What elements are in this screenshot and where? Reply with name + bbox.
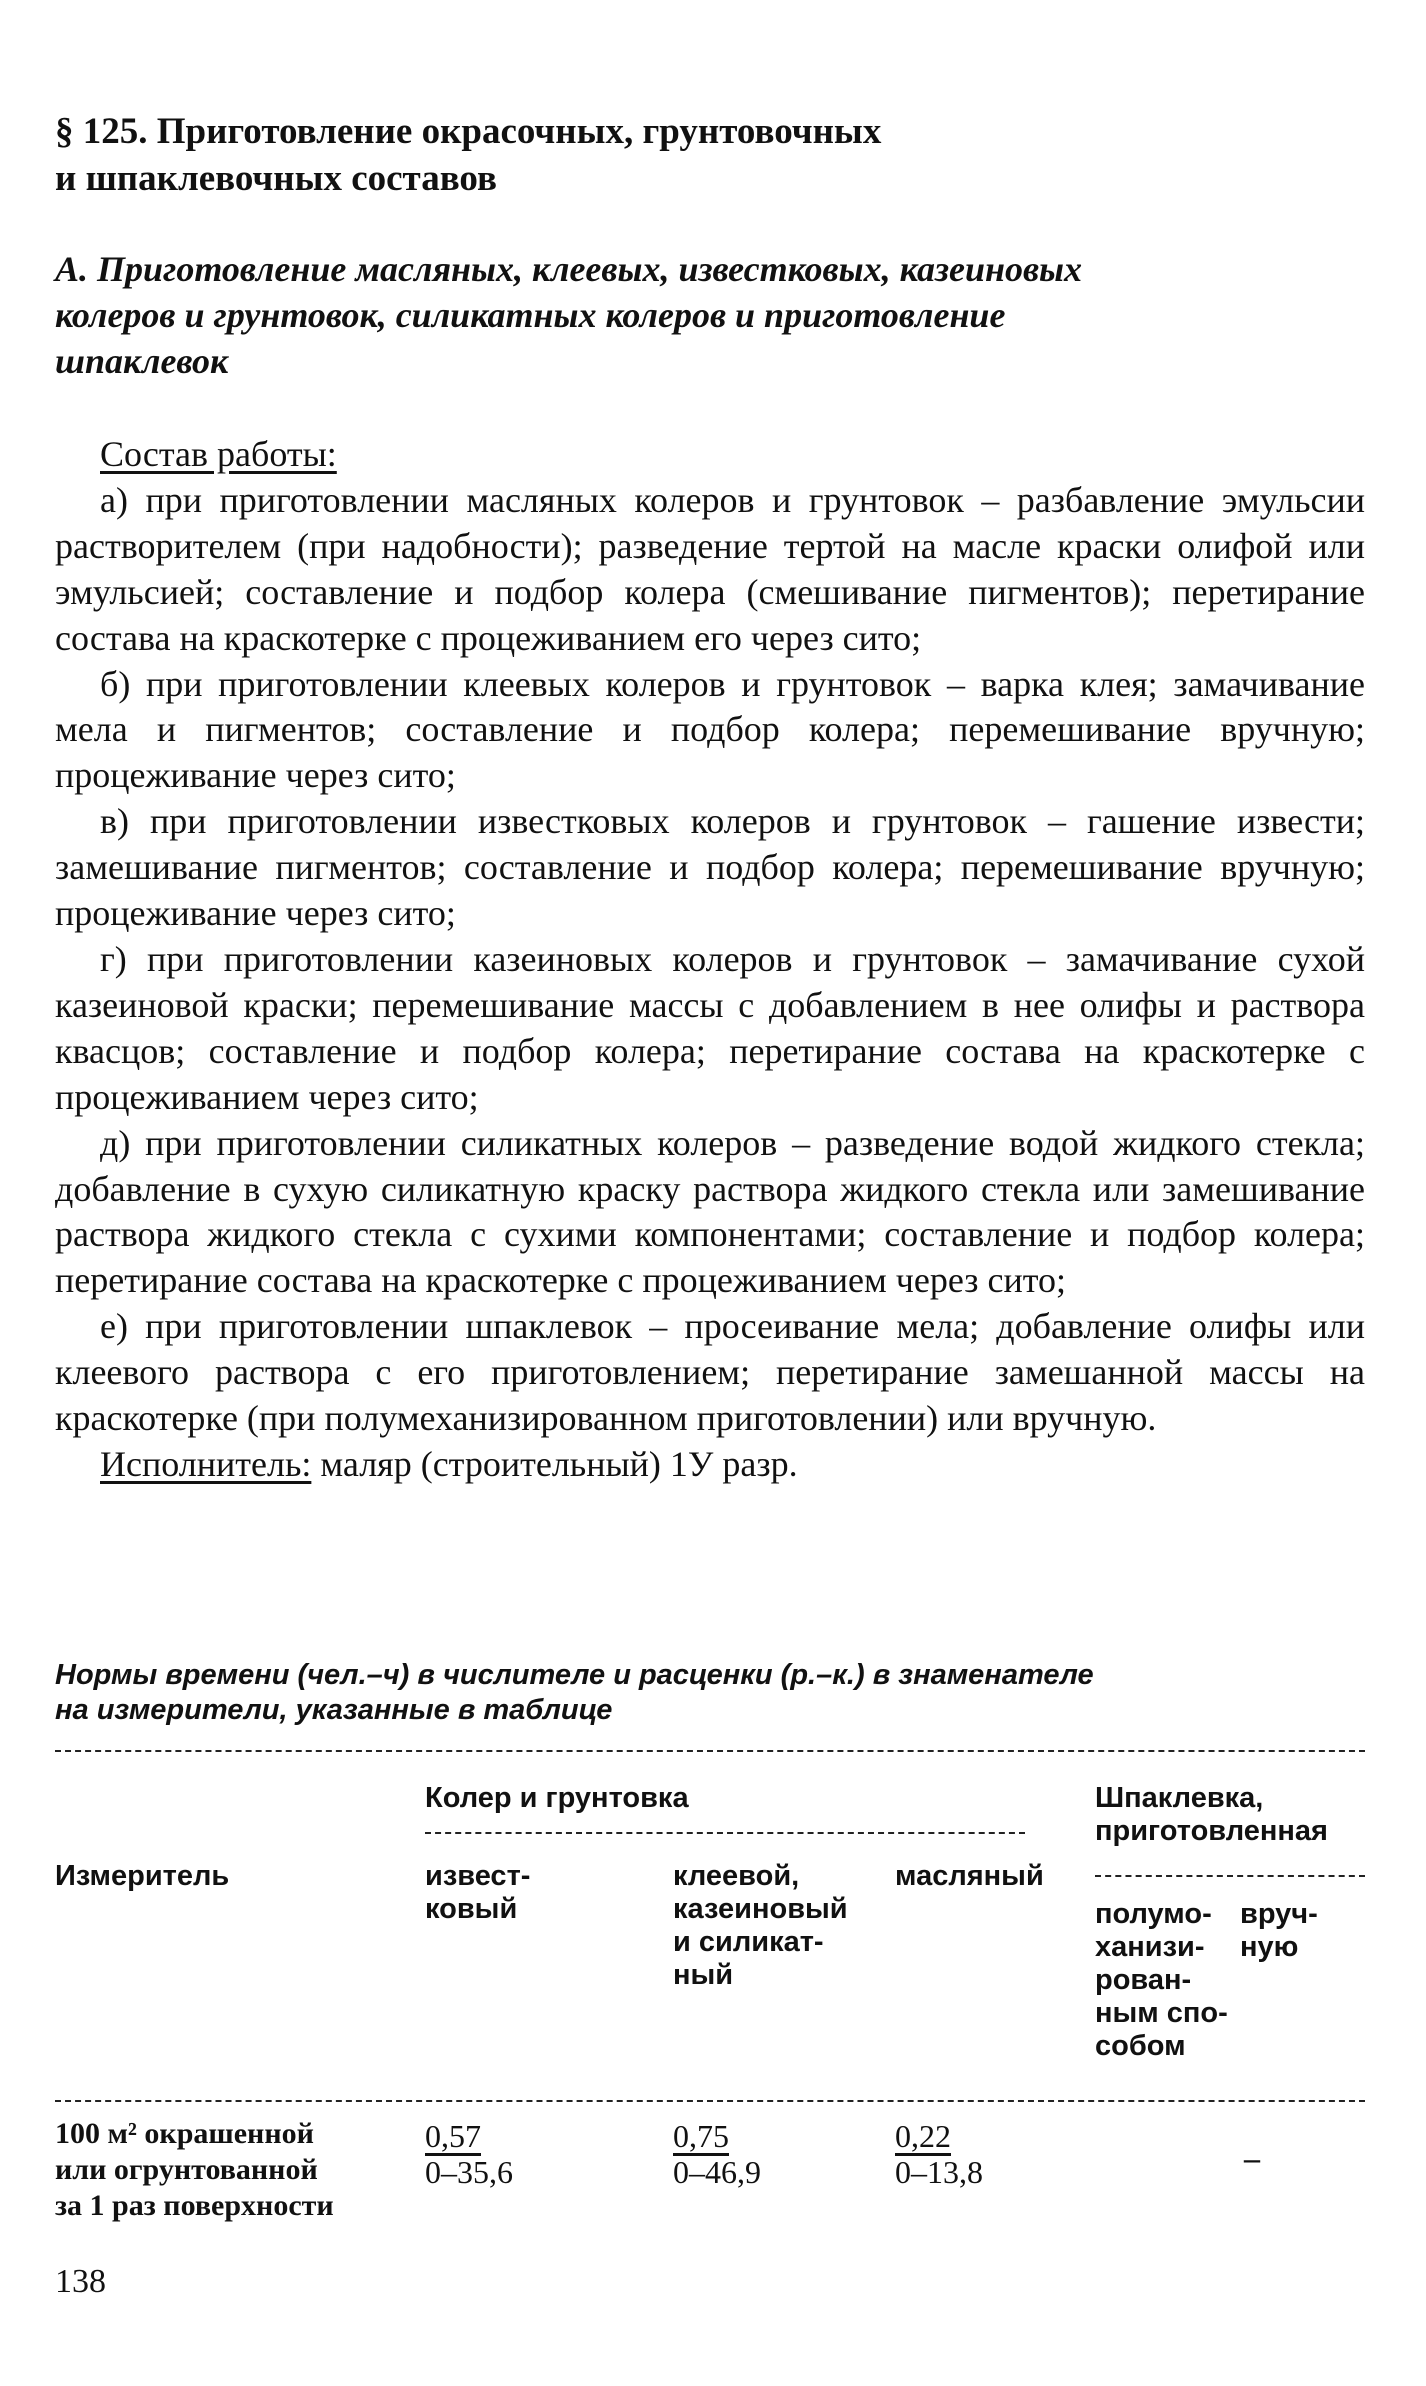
header-col-glue-line4: ный xyxy=(673,1959,734,1991)
work-label: Состав работы: xyxy=(100,434,337,474)
row-measure-line3: за 1 раз поверхности xyxy=(55,2189,334,2222)
work-item-d: д) при приготовлении силикатных колеров – разведение водой жидкого стекла; добавление в сухую силикатную краску раствора жидкого стекла или замешивание раствора жидкого стекла с сухими компонентами; составление и подбор колера; перетирание состава на краскотерке с процеживанием через сито; xyxy=(55,1122,1365,1301)
header-col-semi xyxy=(1095,1898,1228,2063)
row-measure-line2: или огрунтованной xyxy=(55,2153,318,2186)
row-oil-norm: 0,22 xyxy=(895,2118,951,2154)
header-col-semi-line1: полумо- xyxy=(1095,1898,1212,1930)
header-group2-line2: приготовленная xyxy=(1095,1815,1328,1847)
executor-paragraph xyxy=(55,1442,1365,1488)
header-col-semi-line3: рован- xyxy=(1095,1964,1192,1996)
table-caption-line2: на измерители, указанные в таблице xyxy=(55,1694,613,1726)
row-glue-value xyxy=(673,2118,761,2190)
work-label-paragraph xyxy=(55,432,1365,478)
group2-rule xyxy=(1095,1875,1365,1877)
row-measure xyxy=(55,2116,334,2224)
header-col-glue-line2: казеиновый xyxy=(673,1893,848,1925)
header-col-manual-line1: вруч- xyxy=(1240,1898,1318,1930)
group1-rule xyxy=(425,1832,1025,1834)
subsection-title-line1: А. Приготовление масляных, клеевых, известковых, казеиновых xyxy=(55,249,1083,289)
row-measure-line1: 100 м² окрашенной xyxy=(55,2117,314,2150)
header-col-glue xyxy=(673,1860,848,1992)
work-item-v: в) при приготовлении известковых колеров и грунтовок – гашение извести; замешивание пигментов; составление и подбор колера; перемешивание вручную; процеживание через сито; xyxy=(55,801,1365,934)
header-col-semi-line5: собом xyxy=(1095,2030,1186,2062)
row-lime-norm: 0,57 xyxy=(425,2118,481,2154)
table-caption-line1: Нормы времени (чел.–ч) в числителе и расценки (р.–к.) в знаменателе xyxy=(55,1659,1094,1691)
work-item-g: г) при приготовлении казеиновых колеров и грунтовок – замачивание сухой казеиновой краски; перемешивание массы с добавлением в нее олифы и раствора квасцов; составление и подбор колера; перетирание состава на краскотерке с процеживанием через сито; xyxy=(55,938,1365,1117)
subsection-title-line2: колеров и грунтовок, силикатных колеров и приготовление xyxy=(55,295,1006,335)
row-putty-value: – xyxy=(1244,2140,1260,2176)
page-number: 138 xyxy=(55,2263,106,2300)
section-title-line1: § 125. Приготовление окрасочных, грунтовочных xyxy=(55,111,882,152)
row-glue-rate: 0–46,9 xyxy=(673,2154,761,2190)
row-oil-value xyxy=(895,2118,983,2190)
work-item-b: б) при приготовлении клеевых колеров и грунтовок – варка клея; замачивание мела и пигментов; составление и подбор колера; перемешивание вручную; процеживание через сито; xyxy=(55,663,1365,796)
work-item-e: е) при приготовлении шпаклевок – просеивание мела; добавление олифы или клеевого раствора с его приготовлением; перетирание замешанной массы на краскотерке (при полумеханизированном приготовлении) или вручную. xyxy=(55,1306,1365,1439)
header-col-manual xyxy=(1240,1898,1318,1964)
row-lime-value xyxy=(425,2118,513,2190)
header-col-manual-line2: ную xyxy=(1240,1931,1299,1963)
header-col-oil: масляный xyxy=(895,1860,1044,1892)
section-title-line2: и шпаклевочных составов xyxy=(55,158,497,199)
row-glue-norm: 0,75 xyxy=(673,2118,729,2154)
header-col-semi-line2: ханизи- xyxy=(1095,1931,1205,1963)
header-col-glue-line1: клеевой, xyxy=(673,1860,800,1892)
work-item-a: а) при приготовлении масляных колеров и грунтовок – разбавление эмульсии растворителем (при надобности); разведение тертой на масле краски олифой или эмульсией; составление и подбор колера (смешивание пигментов); перетирание состава на краскотерке с процеживанием его через сито; xyxy=(55,479,1365,658)
header-col-glue-line3: и силикат- xyxy=(673,1926,824,1958)
header-group2-line1: Шпаклевка, xyxy=(1095,1782,1264,1814)
section-title xyxy=(55,108,1205,202)
header-col-semi-line4: ным спо- xyxy=(1095,1997,1228,2029)
executor-label: Исполнитель: xyxy=(100,1443,312,1484)
subsection-title-line3: шпаклевок xyxy=(55,341,229,381)
header-group2 xyxy=(1095,1782,1328,1848)
header-col-lime-line2: ковый xyxy=(425,1893,518,1925)
work-composition xyxy=(55,432,1365,1488)
header-col-lime xyxy=(425,1860,530,1926)
table-top-rule xyxy=(55,1750,1365,1752)
header-bottom-rule xyxy=(55,2100,1365,2102)
header-col-lime-line1: извест- xyxy=(425,1860,531,1892)
row-oil-rate: 0–13,8 xyxy=(895,2154,983,2190)
row-lime-rate: 0–35,6 xyxy=(425,2154,513,2190)
executor-value: маляр (строительный) 1У разр. xyxy=(311,1443,798,1484)
subsection-title xyxy=(55,246,1355,384)
header-measure: Измеритель xyxy=(55,1860,230,1892)
header-group1: Колер и грунтовка xyxy=(425,1782,689,1814)
table-caption xyxy=(55,1658,1365,1728)
